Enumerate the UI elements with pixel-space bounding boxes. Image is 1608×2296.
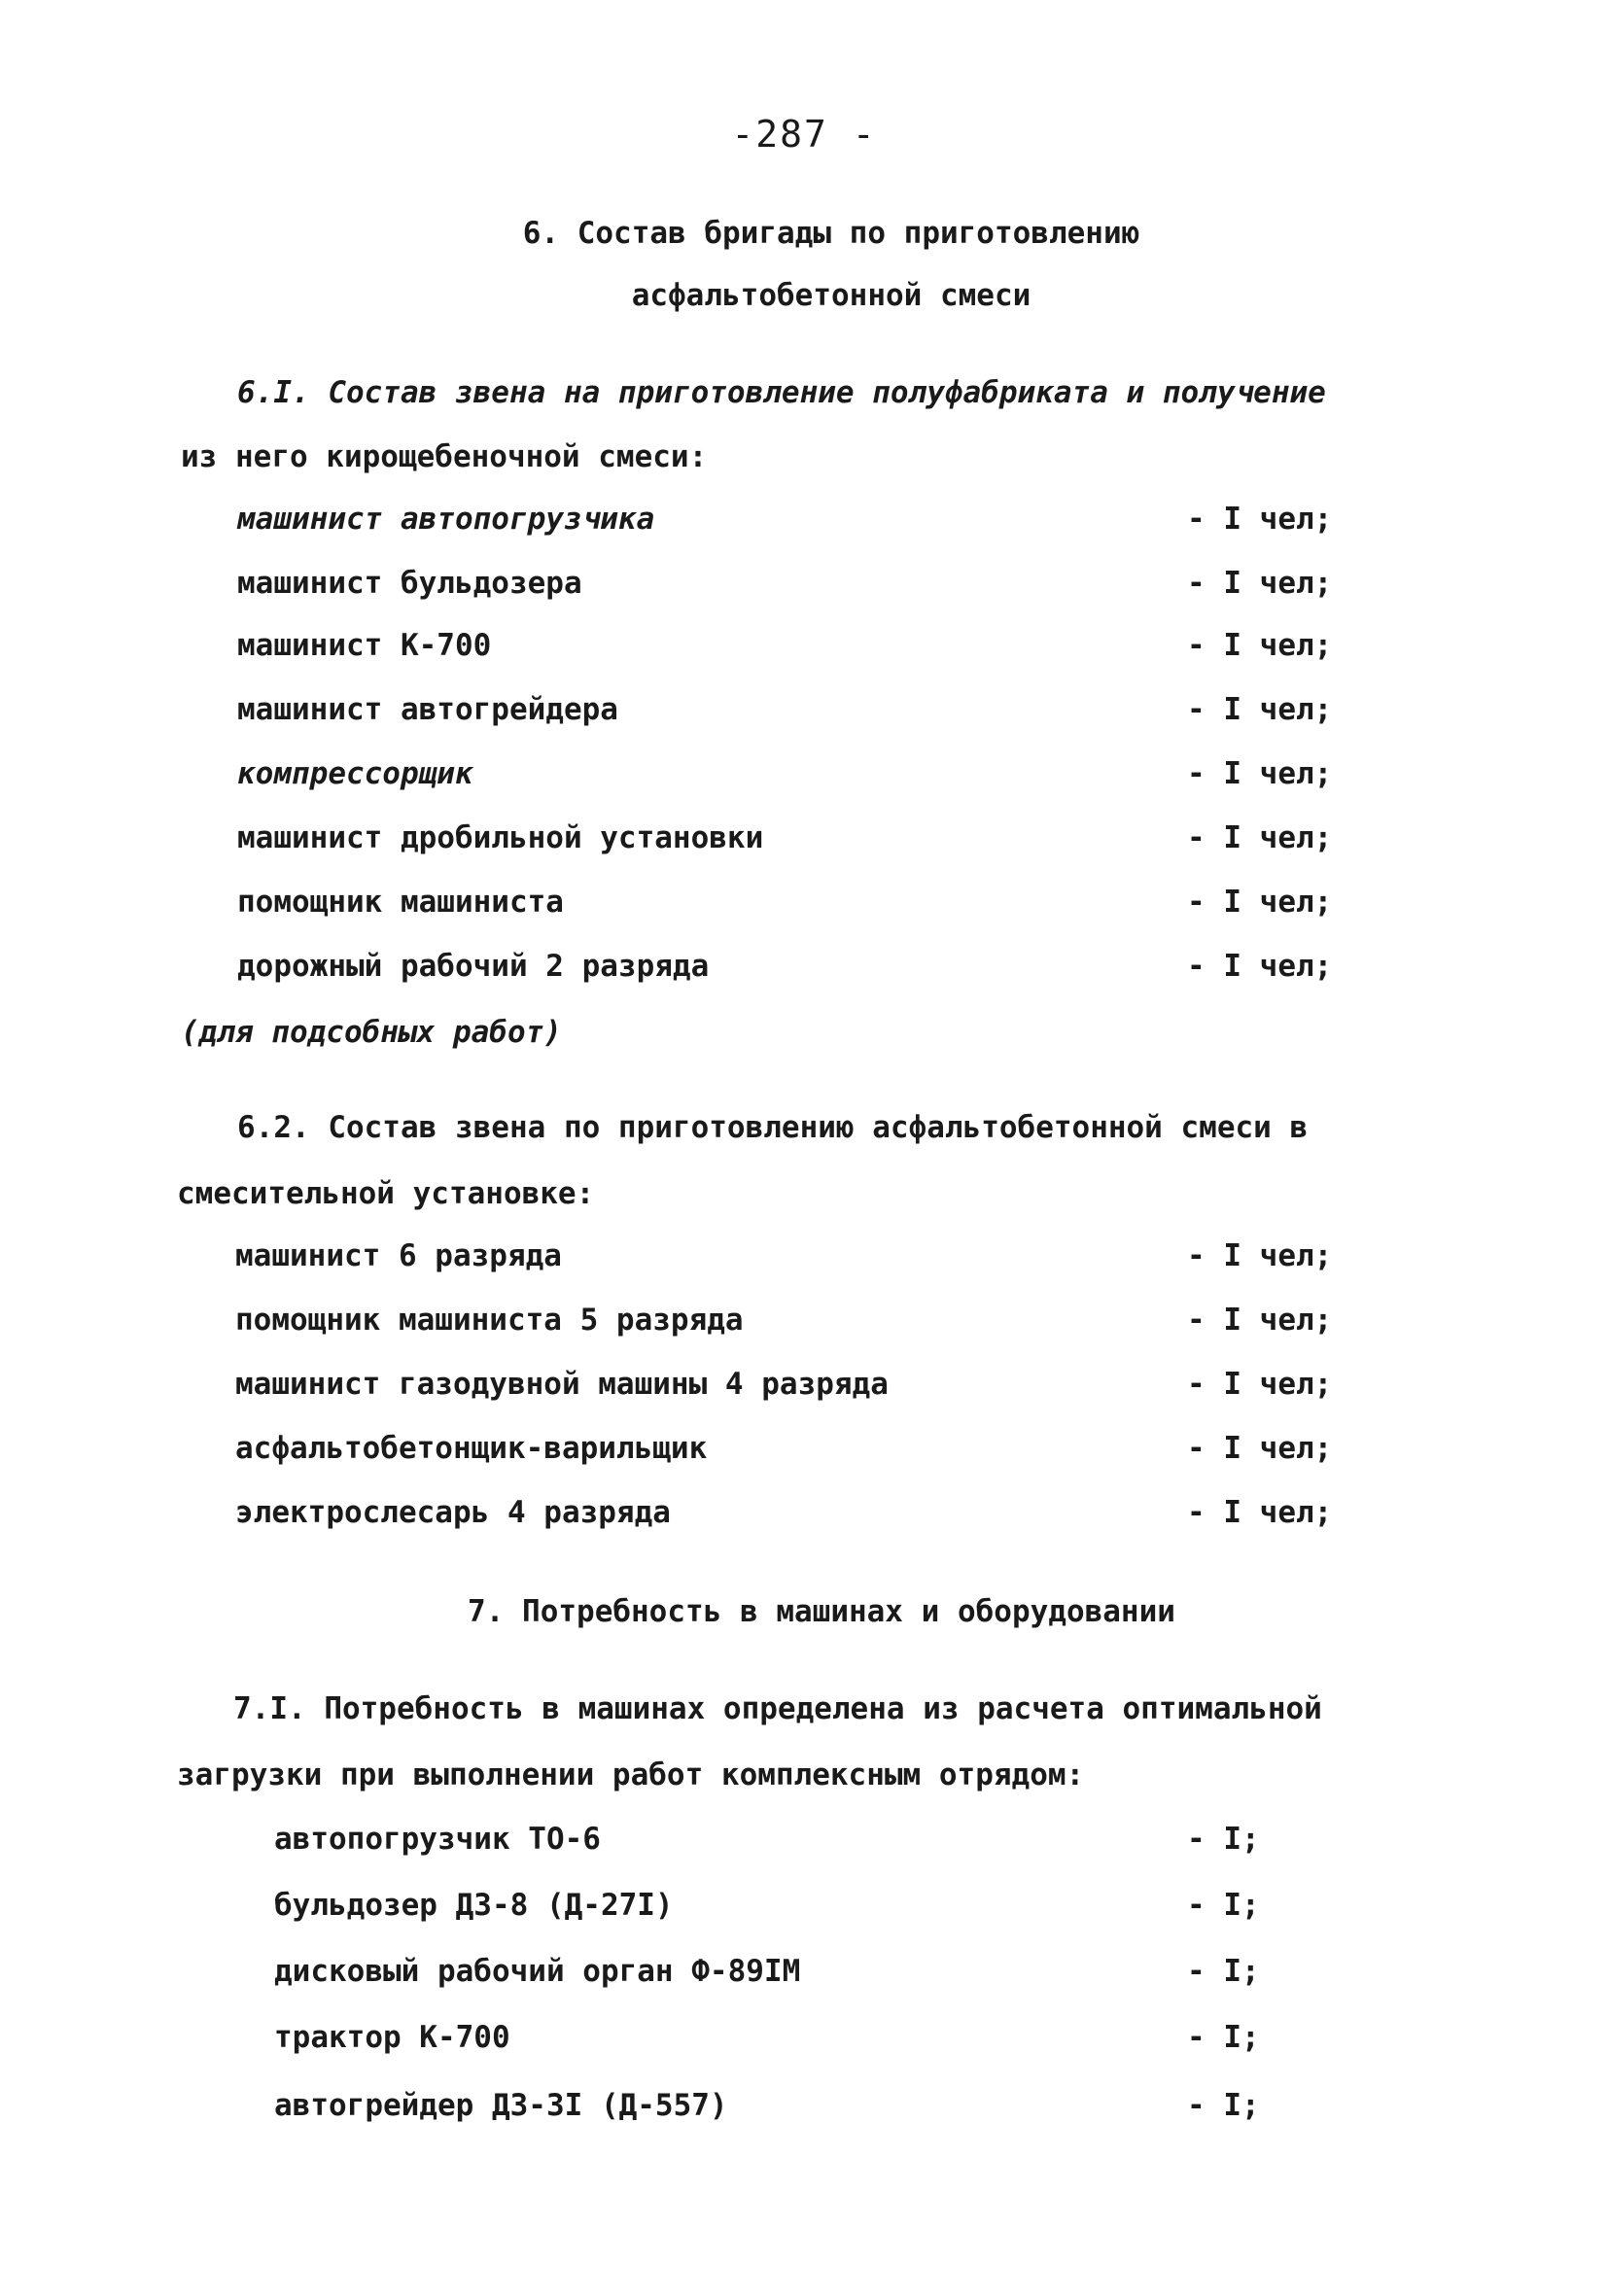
list-item-qty: - I;	[1187, 1888, 1260, 1923]
list-item-name: дорожный рабочий 2 разряда	[237, 949, 710, 984]
list-item-qty: - I чел;	[1187, 885, 1333, 920]
list-item-name: машинист бульдозера	[237, 566, 582, 601]
list-item-qty: - I чел;	[1187, 1495, 1333, 1530]
subsection-6-1-note: (для подсобных работ)	[181, 1015, 562, 1050]
subsection-6-2-line-1: 6.2. Состав звена по приготовлению асфальтобетонной смеси в	[237, 1110, 1309, 1145]
subsection-6-2-line-2: смесительной установке:	[177, 1176, 595, 1211]
list-item-name: автопогрузчик ТО-6	[274, 1822, 601, 1857]
list-item-name: помощник машиниста 5 разряда	[235, 1303, 744, 1338]
list-item-qty: - I;	[1187, 2020, 1260, 2055]
list-item-qty: - I чел;	[1187, 756, 1333, 791]
subsection-7-1-line-2: загрузки при выполнении работ комплексным отрядом:	[177, 1757, 1085, 1792]
subsection-7-1-line-1: 7.I. Потребность в машинах определена из расчета оптимальной	[233, 1691, 1322, 1726]
list-item-name: компрессорщик	[237, 756, 473, 791]
list-item-qty: - I чел;	[1187, 692, 1333, 727]
list-item-name: машинист 6 разряда	[235, 1238, 562, 1273]
list-item-qty: - I чел;	[1187, 1238, 1333, 1273]
list-item-name: автогрейдер ДЗ-3I (Д-557)	[274, 2088, 728, 2123]
list-item-name: машинист дробильной установки	[237, 820, 764, 855]
list-item-name: дисковый рабочий орган Ф-89IМ	[274, 1954, 801, 1989]
list-item-qty: - I чел;	[1187, 628, 1333, 663]
list-item-name: бульдозер ДЗ-8 (Д-27I)	[274, 1888, 674, 1923]
list-item-name: помощник машиниста	[237, 885, 564, 920]
list-item-qty: - I;	[1187, 1822, 1260, 1857]
page-number: -287 -	[731, 113, 877, 156]
section-7-title: 7. Потребность в машинах и оборудовании	[468, 1594, 1175, 1629]
list-item-qty: - I;	[1187, 2088, 1260, 2123]
list-item-name: машинист автогрейдера	[237, 692, 618, 727]
list-item-qty: - I чел;	[1187, 949, 1333, 984]
subsection-6-1-line-2: из него кирощебеночной смеси:	[181, 439, 708, 474]
list-item-qty: - I чел;	[1187, 502, 1333, 537]
list-item-qty: - I чел;	[1187, 820, 1333, 855]
list-item-name: трактор К-700	[274, 2020, 510, 2055]
list-item-name: электрослесарь 4 разряда	[235, 1495, 671, 1530]
section-6-title-line-1: 6. Состав бригады по приготовлению	[522, 216, 1140, 251]
list-item-qty: - I чел;	[1187, 1367, 1333, 1402]
list-item-qty: - I чел;	[1187, 1431, 1333, 1466]
list-item-qty: - I чел;	[1187, 566, 1333, 601]
section-6-title-line-2: асфальтобетонной смеси	[631, 278, 1031, 313]
subsection-6-1-line-1: 6.I. Состав звена на приготовление полуфабриката и получение	[237, 375, 1326, 410]
list-item-name: машинист автопогрузчика	[237, 502, 655, 537]
list-item-name: машинист газодувной машины 4 разряда	[235, 1367, 889, 1402]
list-item-qty: - I чел;	[1187, 1303, 1333, 1338]
list-item-name: асфальтобетонщик-варильщик	[235, 1431, 708, 1466]
list-item-name: машинист К-700	[237, 628, 492, 663]
list-item-qty: - I;	[1187, 1954, 1260, 1989]
